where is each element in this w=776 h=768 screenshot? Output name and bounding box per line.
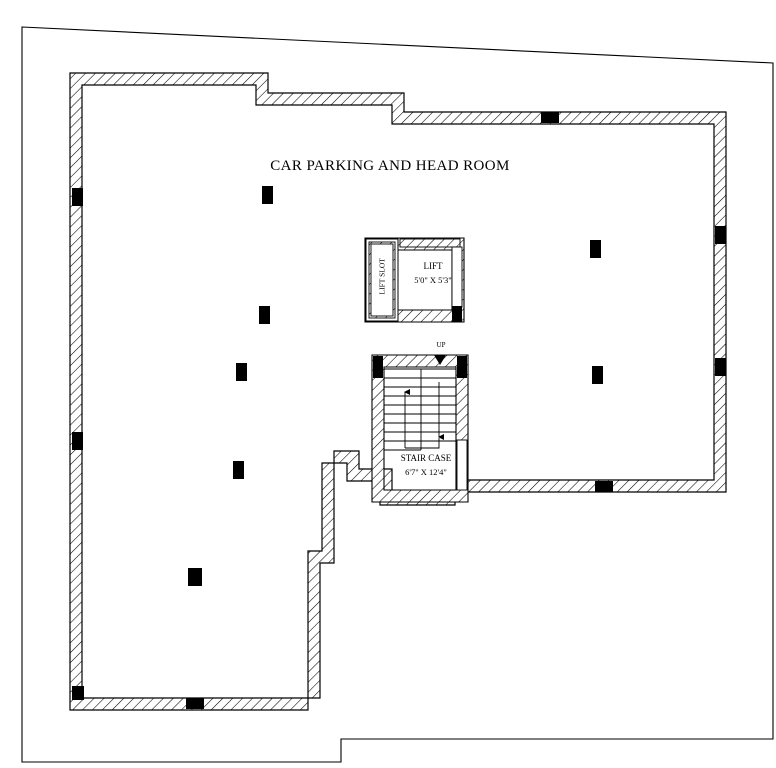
annotation-up: UP: [436, 341, 446, 349]
room-label-car-parking: CAR PARKING AND HEAD ROOM: [270, 158, 510, 174]
room-label-lift: LIFT: [423, 261, 443, 271]
room-label-staircase: STAIR CASE: [400, 453, 452, 463]
room-dimension-staircase: 6'7" X 12'4": [405, 467, 447, 477]
room-dimension-lift: 5'0" X 5'3": [414, 275, 452, 285]
stair-treads: [384, 369, 456, 450]
site-boundary: [22, 27, 773, 762]
columns: [72, 112, 726, 709]
stair-direction-arrows: [405, 382, 439, 448]
room-label-lift-slot: LIFT SLOT: [377, 258, 387, 295]
